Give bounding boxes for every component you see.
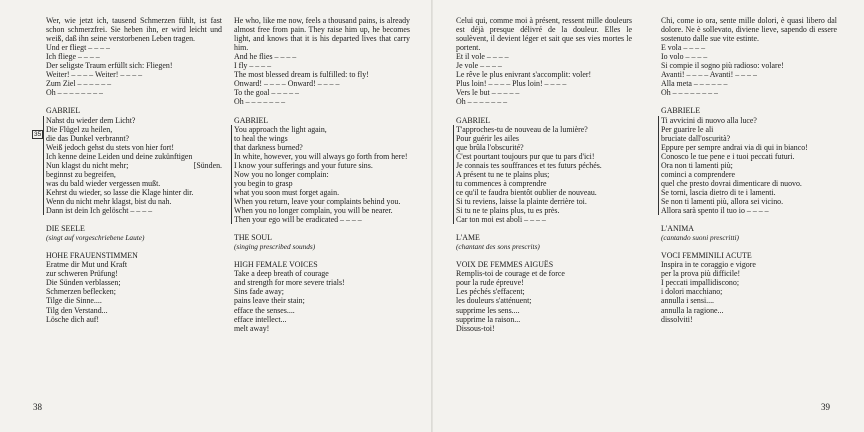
verse-line: Dissous-toi! — [456, 323, 495, 333]
chant-line: Oh – – – – – – – – — [46, 88, 103, 98]
verse-line: You approach the light again, — [234, 124, 327, 134]
verse-line: and strength for more severe trials! — [234, 278, 345, 288]
verse-line: quel che presto dovrai dimenticare di nuovo. — [661, 178, 802, 188]
gabriel-verse — [658, 116, 837, 216]
verse-line: ce qu'il te faudra bientôt oublier de nouveau. — [456, 187, 597, 197]
stage-direction: (chantant des sons prescrits) — [456, 242, 540, 252]
chant-line: Alla meta – – – – – – — [661, 79, 728, 89]
speaker-heading: THE SOUL — [234, 233, 272, 243]
verse-line: Inspira in te coraggio e vigore — [661, 260, 756, 270]
verse-line: Wenn du nicht mehr klagst, bist du nah. — [46, 196, 172, 206]
page-gutter — [431, 0, 433, 432]
chant-line: Et il vole – – – – — [456, 52, 509, 62]
verse-line: Schmerzen beflecken; — [46, 287, 116, 297]
column-french — [456, 16, 632, 333]
voices-verse — [46, 260, 222, 323]
verse-line: Per guarire le ali — [661, 124, 714, 134]
verse-line: Ti avvicini di nuovo alla luce? — [661, 115, 757, 125]
speaker-heading: GABRIEL — [234, 115, 269, 125]
verse-line: bruciate dall'oscurità? — [661, 133, 731, 143]
verse-line: Je connais tes souffrances et tes futurs péchés. — [456, 160, 602, 170]
speaker-heading: L'ANIMA — [661, 224, 694, 234]
verse-line: Ich kenne deine Leiden und deine zukünftigen — [46, 151, 193, 161]
verse-line: Nun klagst du nicht mehr; — [46, 160, 129, 170]
verse-line: i dolori macchiano; — [661, 287, 723, 297]
chant-line: Ich fliege – – – – — [46, 52, 100, 62]
chant-line: Avanti! – – – – Avanti! – – – – — [661, 70, 757, 80]
verse-line: Weiß jedoch gehst du stets von hier fort! — [46, 142, 174, 152]
chant-line: Si compie il sogno più radioso: volare! — [661, 61, 784, 71]
verse-line: Pour guérir les ailes — [456, 133, 519, 143]
verse-line: supprime les sens.... — [456, 305, 520, 315]
column-german — [46, 16, 222, 324]
chant-line: Weiter! – – – – Weiter! – – – – — [46, 70, 143, 80]
verse-line: Remplis-toi de courage et de force — [456, 269, 565, 279]
chant-line: Oh – – – – – – – — [234, 97, 286, 107]
chant-lines — [46, 43, 222, 97]
chant-line: E vola – – – – — [661, 43, 706, 53]
verse-line: pains leave their stain; — [234, 296, 305, 306]
verse-line: annulla la ragione... — [661, 305, 724, 315]
verse-line: Nahst du wieder dem Licht? — [46, 115, 136, 125]
voices-verse — [661, 260, 837, 323]
verse-line: Tilge die Sinne.... — [46, 296, 102, 306]
verse-line: Se non ti lamenti più, allora sei vicino. — [661, 196, 784, 206]
chant-lines — [234, 52, 410, 106]
verse-line: Then your ego will be eradicated – – – – — [234, 215, 362, 225]
verse-line: cominci a comprendere — [661, 169, 736, 179]
verse-line: A présent tu ne te plains plus; — [456, 169, 550, 179]
verse-line: Now you no longer complain: — [234, 169, 329, 179]
verse-line: efface the senses.... — [234, 305, 295, 315]
gabriel-verse — [453, 125, 632, 225]
chant-lines — [661, 43, 837, 97]
verse-line: I know your sufferings and your future sins. — [234, 160, 373, 170]
speaker-heading: HIGH FEMALE VOICES — [234, 260, 318, 270]
stage-direction: (cantando suoni prescritti) — [661, 233, 739, 243]
intro-paragraph: Celui qui, comme moi à présent, ressent mille douleurs est déjà presque délivré de la douleur. Elles le soulèvent, il devient léger et sait que ses vies mortes le portent. — [456, 16, 632, 53]
gabriel-verse — [231, 125, 410, 225]
page-number-left: 38 — [33, 402, 42, 412]
verse-line: dissolviti! — [661, 314, 693, 324]
verse-line: tu commences à comprendre — [456, 178, 547, 188]
verse-line: Lösche dich auf! — [46, 314, 100, 324]
verse-line: When you return, leave your complaints behind you. — [234, 196, 401, 206]
chant-line: I fly – – – – — [234, 61, 272, 71]
verse-line: to heal the wings — [234, 133, 288, 143]
chant-line: Je vole – – – – — [456, 61, 502, 71]
speaker-heading: DIE SEELE — [46, 224, 85, 234]
verse-line: supprime la raison... — [456, 314, 521, 324]
stage-direction: (singing prescribed sounds) — [234, 242, 316, 252]
verse-line: Kehrst du wieder, so lasse die Klage hinter dir. — [46, 187, 194, 197]
verse-line: that darkness burned? — [234, 142, 303, 152]
intro-paragraph: Wer, wie jetzt ich, tausend Schmerzen fühlt, ist fast schon schmerzfrei. Sie heben ihn, er wird leicht und weiß, daß ihn seine verstorbenen Leben tragen. — [46, 16, 222, 44]
gabriel-verse — [43, 116, 222, 216]
verse-line: que brûla l'obscurité? — [456, 142, 524, 152]
verse-line: you begin to grasp — [234, 178, 293, 188]
column-italian — [661, 16, 837, 324]
verse-line: Les péchés s'effacent; — [456, 287, 525, 297]
voices-verse — [234, 269, 410, 332]
verse-line: efface intellect... — [234, 314, 287, 324]
verse-line: Die Flügel zu heilen, — [46, 124, 113, 134]
verse-line: Take a deep breath of courage — [234, 269, 329, 279]
verse-line: Si tu reviens, laisse la plainte derrière toi. — [456, 196, 587, 206]
verse-line: Allora sarà spento il tuo io – – – – — [661, 205, 769, 215]
verse-line: Dann ist dein Ich gelöscht – – – – — [46, 205, 153, 215]
verse-line-split — [46, 161, 222, 170]
verse-line: zur schweren Prüfung! — [46, 269, 118, 279]
verse-line-continuation: [Sünden. — [193, 160, 222, 170]
verse-line: I peccati impallidiscono; — [661, 278, 740, 288]
verse-line: C'est pourtant toujours pur que tu pars d'ici! — [456, 151, 595, 161]
verse-line: Car ton moi est aboli – – – – — [456, 215, 546, 225]
verse-line: die das Dunkel verbrannt? — [46, 133, 130, 143]
chant-lines — [456, 52, 632, 106]
verse-line: melt away! — [234, 323, 270, 333]
verse-line: les douleurs s'atténuent; — [456, 296, 532, 306]
verse-line: beginnst zu begreifen, — [46, 169, 116, 179]
chant-line: Vers le but – – – – – — [456, 88, 520, 98]
verse-line: pour la rude épreuve! — [456, 278, 524, 288]
verse-line: Eratme dir Mut und Kraft — [46, 260, 128, 270]
voices-verse — [456, 269, 632, 332]
verse-line: In white, however, you will always go forth from here! — [234, 151, 408, 161]
speaker-heading: VOIX DE FEMMES AIGUËS — [456, 260, 554, 270]
verse-line: When you no longer complain, you will be nearer. — [234, 205, 393, 215]
intro-paragraph: He who, like me now, feels a thousand pains, is already almost free from pain. They raise him up, he becomes light, and knows that it is his departed lives that carry him. — [234, 16, 410, 53]
verse-line: Se torni, lascia dietro di te i lamenti. — [661, 187, 776, 197]
speaker-heading: L'AME — [456, 233, 480, 243]
verse-line: per la prova più difficile! — [661, 269, 741, 279]
verse-line: Eppure per sempre andrai via di qui in bianco! — [661, 142, 808, 152]
chant-line: Zum Ziel – – – – – – — [46, 79, 112, 89]
chant-line: To the goal – – – – – — [234, 88, 299, 98]
speaker-heading: GABRIEL — [46, 106, 81, 116]
speaker-heading: GABRIELE — [661, 106, 701, 116]
speaker-heading: VOCI FEMMINILI ACUTE — [661, 251, 752, 261]
chant-line: Und er fliegt – – – – — [46, 43, 110, 53]
intro-paragraph: Chi, come io ora, sente mille dolori, è quasi libero dal dolore. Ne è sollevato, diviene lieve, sapendo di essere sostenuto dalle sue vite estinte. — [661, 16, 837, 44]
verse-line: annulla i sensi.... — [661, 296, 715, 306]
chant-line: Le rêve le plus enivrant s'accomplit: voler! — [456, 70, 592, 80]
verse-line: Sins fade away; — [234, 287, 284, 297]
verse-line: Die Sünden verblassen; — [46, 278, 121, 288]
chant-line: Onward! – – – – Onward! – – – – — [234, 79, 340, 89]
chant-line: Oh – – – – – – – — [456, 97, 508, 107]
verse-line: what you soon must forget again. — [234, 187, 340, 197]
verse-line: was du bald wieder vergessen mußt. — [46, 178, 161, 188]
stage-direction: (singt auf vorgeschriebene Laute) — [46, 233, 145, 243]
speaker-heading: GABRIEL — [456, 115, 491, 125]
chant-line: Oh – – – – – – – – — [661, 88, 718, 98]
verse-line: Conosco le tue pene e i tuoi peccati futuri. — [661, 151, 795, 161]
column-english — [234, 16, 410, 333]
page-number-right: 39 — [821, 402, 830, 412]
speaker-heading: HOHE FRAUENSTIMMEN — [46, 251, 138, 261]
chant-line: Der seligste Traum erfüllt sich: Fliegen! — [46, 61, 173, 71]
chant-line: Plus loin! – – – – Plus loin! – – – – — [456, 79, 567, 89]
verse-line: Ora non ti lamenti più; — [661, 160, 733, 170]
section-marker: 35 — [34, 131, 42, 138]
verse-line: T'approches-tu de nouveau de la lumière? — [456, 124, 588, 134]
verse-line: Tilg den Verstand... — [46, 305, 108, 315]
chant-line: The most blessed dream is fulfilled: to fly! — [234, 70, 369, 80]
chant-line: Io volo – – – – — [661, 52, 708, 62]
chant-line: And he flies – – – – — [234, 52, 297, 62]
verse-line: Si tu ne te plains plus, tu es près. — [456, 205, 560, 215]
